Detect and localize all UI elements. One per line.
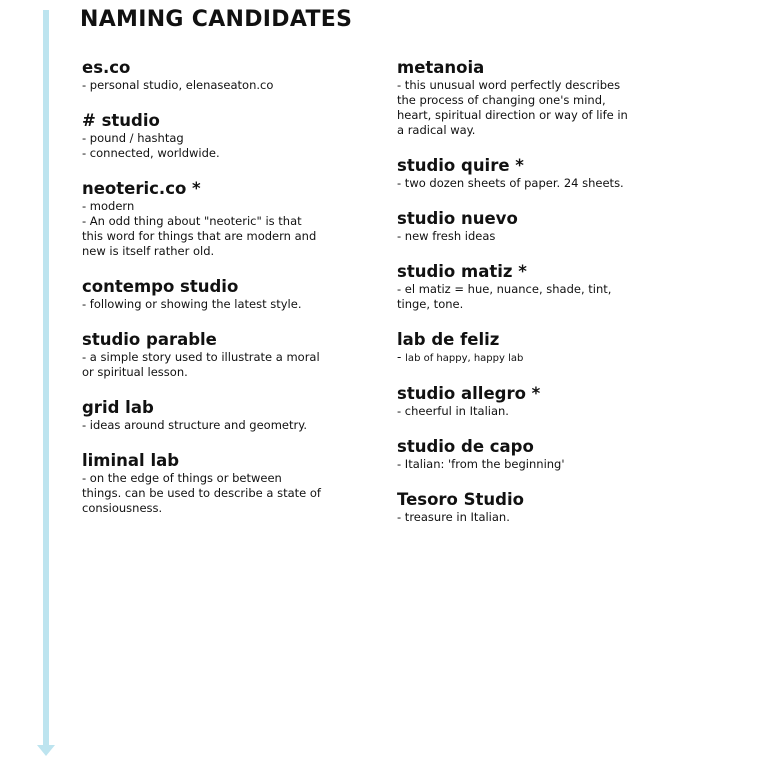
candidate-entry: [82, 58, 322, 93]
note-dash: -: [397, 350, 406, 364]
candidate-note: - el matiz = hue, nuance, shade, tint, tinge, tone.: [397, 282, 612, 311]
candidate-note: - treasure in Italian.: [397, 510, 510, 524]
candidate-name: neoteric.co *: [82, 179, 201, 198]
candidate-name: liminal lab: [82, 451, 180, 470]
candidate-name: studio allegro *: [397, 384, 541, 403]
note-text: lab of happy, happy lab: [405, 353, 524, 364]
candidate-name: # studio: [82, 111, 160, 130]
candidate-entry: [82, 179, 322, 259]
page-title: NAMING CANDIDATES: [80, 7, 353, 32]
candidate-name: contempo studio: [82, 277, 239, 296]
candidate-note: - ideas around structure and geometry.: [82, 418, 308, 432]
candidate-note: - new fresh ideas: [397, 229, 496, 243]
candidate-entry: [397, 330, 632, 366]
candidate-name: studio de capo: [397, 437, 534, 456]
candidate-entry: [82, 111, 322, 161]
candidate-note: - personal studio, elenaseaton.co: [82, 78, 274, 92]
candidate-note: - modern: [82, 199, 135, 213]
candidate-name: studio parable: [82, 330, 217, 349]
candidate-entry: [82, 330, 322, 380]
candidate-note: - a simple story used to illustrate a moral or spiritual lesson.: [82, 350, 320, 379]
timeline-rail: [43, 10, 49, 748]
candidate-note: - Italian: 'from the beginning': [397, 457, 565, 471]
right-candidate-list: [397, 58, 632, 543]
candidate-name: studio matiz *: [397, 262, 527, 281]
candidate-note: - two dozen sheets of paper. 24 sheets.: [397, 176, 624, 190]
candidate-name: es.co: [82, 58, 131, 77]
candidate-entry: [82, 277, 322, 312]
candidate-name: studio quire *: [397, 156, 524, 175]
candidate-note: [397, 350, 632, 366]
candidate-name: grid lab: [82, 398, 154, 417]
candidate-note: - connected, worldwide.: [82, 146, 220, 160]
candidate-note: - following or showing the latest style.: [82, 297, 302, 311]
candidate-name: metanoia: [397, 58, 485, 77]
candidate-note: - on the edge of things or between things. can be used to describe a state of consiousness.: [82, 471, 321, 515]
candidate-entry: [397, 58, 632, 138]
candidate-entry: [397, 262, 632, 312]
arrow-down-icon: [37, 745, 55, 756]
candidate-name: lab de feliz: [397, 330, 500, 349]
candidate-entry: [397, 384, 632, 419]
candidate-entry: [397, 156, 632, 191]
left-candidate-list: [82, 58, 322, 534]
candidate-note: - cheerful in Italian.: [397, 404, 509, 418]
candidate-entry: [82, 451, 322, 516]
candidate-name: studio nuevo: [397, 209, 518, 228]
candidate-entry: [397, 490, 632, 525]
candidate-note: - pound / hashtag: [82, 131, 184, 145]
candidate-note: - this unusual word perfectly describes the process of changing one's mind, heart, spiritual direction or way of life in a radical way.: [397, 78, 628, 137]
candidate-entry: [397, 437, 632, 472]
candidate-name: Tesoro Studio: [397, 490, 524, 509]
candidate-entry: [82, 398, 322, 433]
candidate-note: - An odd thing about "neoteric" is that this word for things that are modern and new is itself rather old.: [82, 214, 317, 258]
candidate-entry: [397, 209, 632, 244]
